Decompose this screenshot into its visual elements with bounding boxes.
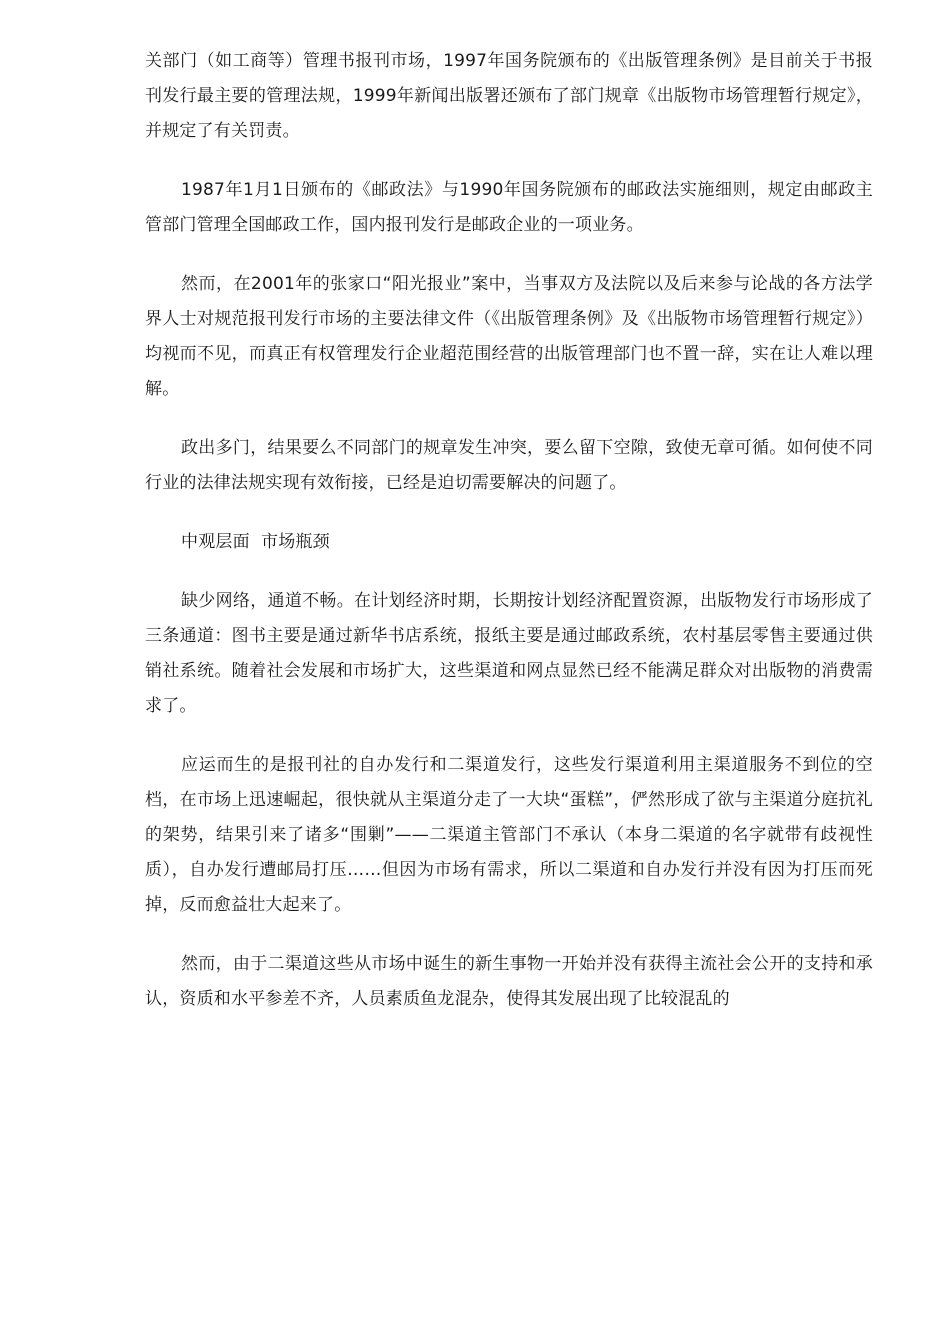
paragraph-6: 应运而生的是报刊社的自办发行和二渠道发行，这些发行渠道利用主渠道服务不到位的空档，在市场上迅速崛起，很快就从主渠道分走了一大块“蛋糕”，俨然形成了欲与主渠道分庭抗礼的架势，结果引来了诸多“围剿”——二渠道主管部门不承认（本身二渠道的名字就带有歧视性质），自办发行遭邮局打压……但因为市场有需求，所以二渠道和自办发行并没有因为打压而死掉，反而愈益壮大起来了。 [145, 755, 873, 915]
paragraph-4: 政出多门，结果要么不同部门的规章发生冲突，要么留下空隙，致使无章可循。如何使不同行业的法律法规实现有效衔接，已经是迫切需要解决的问题了。 [145, 438, 873, 493]
section-heading: 中观层面 市场瓶颈 [181, 532, 330, 552]
document-body [145, 44, 873, 1041]
paragraph-2: 1987年1月1日颁布的《邮政法》与1990年国务院颁布的邮政法实施细则，规定由邮政主管部门管理全国邮政工作，国内报刊发行是邮政企业的一项业务。 [145, 180, 873, 235]
paragraph-1: 关部门（如工商等）管理书报刊市场，1997年国务院颁布的《出版管理条例》是目前关于书报刊发行最主要的管理法规，1999年新闻出版署还颁布了部门规章《出版物市场管理暂行规定》，并规定了有关罚责。 [145, 51, 873, 141]
paragraph-5: 缺少网络，通道不畅。在计划经济时期，长期按计划经济配置资源，出版物发行市场形成了三条通道：图书主要是通过新华书店系统，报纸主要是通过邮政系统，农村基层零售主要通过供销社系统。随着社会发展和市场扩大，这些渠道和网点显然已经不能满足群众对出版物的消费需求了。 [145, 591, 873, 716]
paragraph-3: 然而，在2001年的张家口“阳光报业”案中，当事双方及法院以及后来参与论战的各方法学界人士对规范报刊发行市场的主要法律文件（《出版管理条例》及《出版物市场管理暂行规定》）均视而不见，而真正有权管理发行企业超范围经营的出版管理部门也不置一辞，实在让人难以理解。 [145, 274, 873, 399]
paragraph-7: 然而，由于二渠道这些从市场中诞生的新生事物一开始并没有获得主流社会公开的支持和承认，资质和水平参差不齐，人员素质鱼龙混杂，使得其发展出现了比较混乱的 [145, 954, 873, 1009]
